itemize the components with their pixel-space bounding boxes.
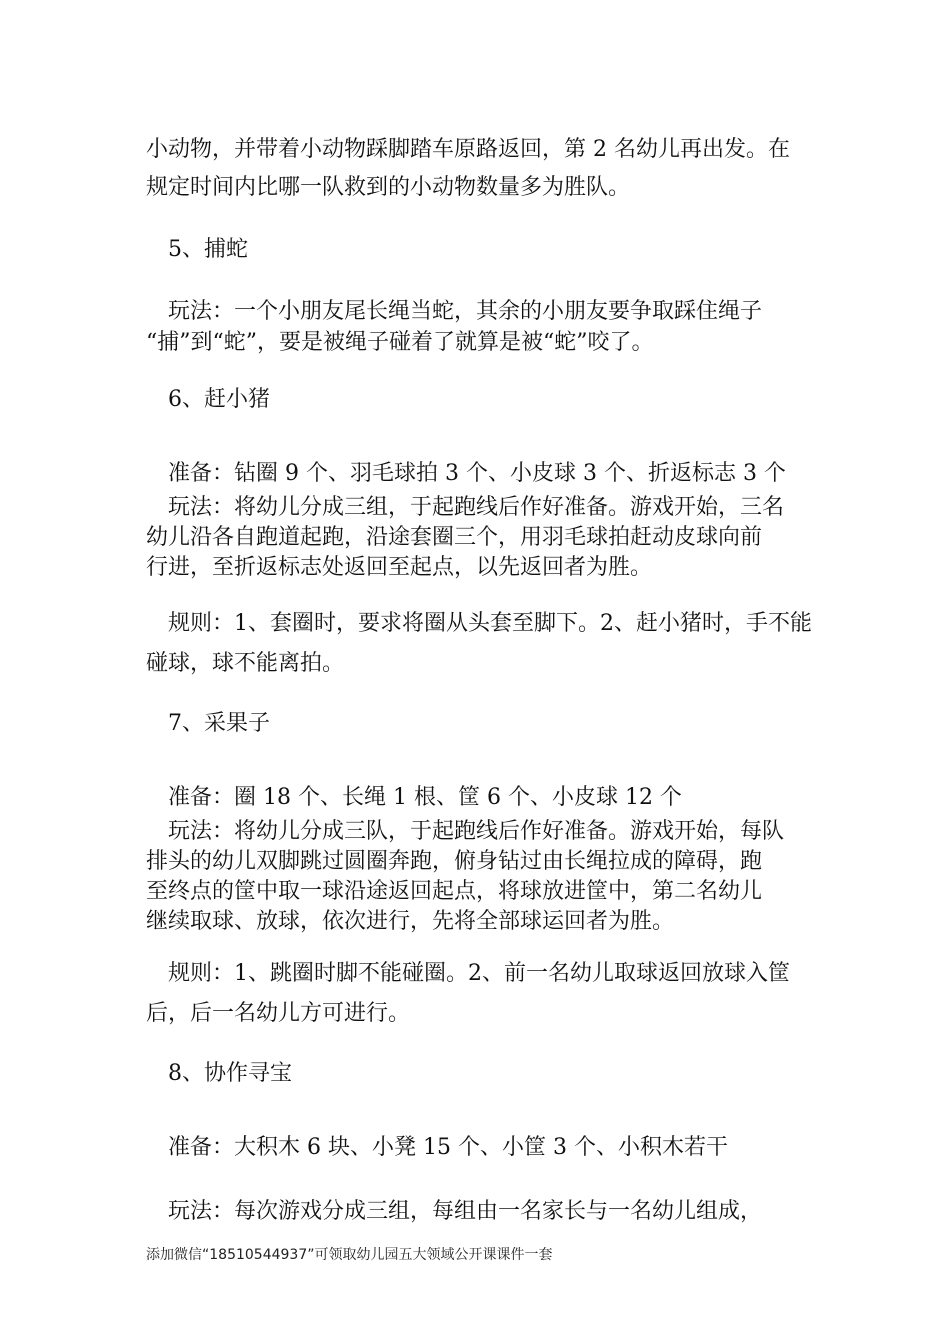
paragraph-line: 至终点的筐中取一球沿途返回起点，将球放进筐中，第二名幼儿 xyxy=(146,879,763,904)
footer-note: 添加微信“18510544937”可领取幼儿园五大领域公开课课件一套 xyxy=(146,1247,553,1263)
paragraph-line: 幼儿沿各自跑道起跑，沿途套圈三个，用羽毛球拍赶动皮球向前 xyxy=(146,525,763,550)
section-heading-5: 5、捕蛇 xyxy=(168,237,248,262)
paragraph-line: 规定时间内比哪一队救到的小动物数量多为胜队。 xyxy=(146,175,631,200)
paragraph-line: 玩法：将幼儿分成三队，于起跑线后作好准备。游戏开始，每队 xyxy=(168,819,785,844)
paragraph-line: 准备：大积木 6 块、小凳 15 个、小筐 3 个、小积木若干 xyxy=(168,1135,728,1160)
paragraph-line: 玩法：一个小朋友尾长绳当蛇，其余的小朋友要争取踩住绳子 xyxy=(168,299,763,324)
paragraph-line: 行进，至折返标志处返回至起点，以先返回者为胜。 xyxy=(146,555,653,580)
paragraph-line: 准备：钻圈 9 个、羽毛球拍 3 个、小皮球 3 个、折返标志 3 个 xyxy=(168,461,786,486)
paragraph-line: 排头的幼儿双脚跳过圆圈奔跑，俯身钻过由长绳拉成的障碍，跑 xyxy=(146,849,763,874)
section-heading-8: 8、协作寻宝 xyxy=(168,1061,292,1086)
paragraph-line: 规则：1、套圈时，要求将圈从头套至脚下。2、赶小猪时，手不能 xyxy=(168,611,812,636)
section-heading-6: 6、赶小猪 xyxy=(168,387,270,412)
paragraph-line: 后，后一名幼儿方可进行。 xyxy=(146,1001,411,1026)
section-heading-7: 7、采果子 xyxy=(168,711,270,736)
paragraph-line: 玩法：将幼儿分成三组，于起跑线后作好准备。游戏开始，三名 xyxy=(168,495,785,520)
paragraph-line: 准备：圈 18 个、长绳 1 根、筐 6 个、小皮球 12 个 xyxy=(168,785,682,810)
paragraph-line: 小动物，并带着小动物踩脚踏车原路返回，第 2 名幼儿再出发。在 xyxy=(146,137,790,162)
paragraph-line: 碰球，球不能离拍。 xyxy=(146,651,345,676)
paragraph-line: 规则：1、跳圈时脚不能碰圈。2、前一名幼儿取球返回放球入筐 xyxy=(168,961,790,986)
paragraph-line: 玩法：每次游戏分成三组，每组由一名家长与一名幼儿组成， xyxy=(168,1199,763,1224)
paragraph-line: 继续取球、放球，依次进行，先将全部球运回者为胜。 xyxy=(146,909,675,934)
paragraph-line: “捕”到“蛇”，要是被绳子碰着了就算是被“蛇”咬了。 xyxy=(146,330,654,355)
